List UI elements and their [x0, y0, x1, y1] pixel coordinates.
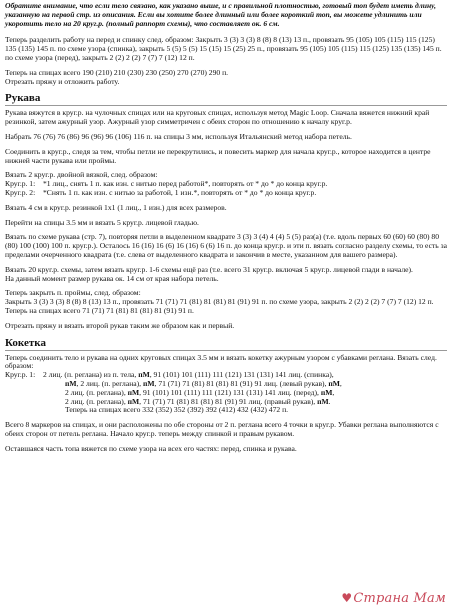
- sleeves-paragraph-11: Закрыть 3 (3) 3 (3) 8 (8) 8 (13) 13 п., провязать 71 (71) 71 (81) 81 (81) 81 (91) 91 п. по схеме узора, закрыть 2 (2) 2 (2) 7 (7) 7 (12) 12 п. Теперь на спицах всего 71 (71) 71 (81) 81 (81) 81 (91) 91 п.: [5, 297, 434, 315]
- yoke-line-text: , 91 (101) 101 (111) 111 (121) 131 (131) 141 лиц. (перед),: [139, 387, 321, 397]
- round-text: *Снять 1 п. как изн. с нитью за работой, 1 изн.*, повторять от * до * до конца круг.р.: [43, 187, 317, 197]
- sleeves-paragraph-9: На данный момент размер рукава ок. 14 см от края набора петель.: [5, 273, 219, 283]
- yoke-line-text: ,: [339, 378, 342, 388]
- split-paragraph-2: Теперь на спицах всего 190 (210) 210 (230) 230 (250) 270 (270) 290 п.: [5, 67, 229, 77]
- yoke-line-text: 2 лиц. (п. реглана),: [65, 387, 128, 397]
- intro-note: Обратите внимание, что если тело связано, как указано выше, и с правильной плотностью, готовый топ будет иметь длину, указанную на первой стр. из описания. Если вы хотите более длинный или более короткий топ, вы можете удлинить или укоротить тело на 20 круг.р. (полный раппорт схемы), что составляет ок. 6 см.: [5, 1, 437, 28]
- yoke-round-1: [5, 371, 447, 415]
- yoke-heading: Кокетка: [5, 337, 447, 351]
- yoke-paragraph-3: Оставшаяся часть топа вяжется по схеме узора на всех его частях: перед, спинка и рукава.: [5, 443, 297, 453]
- sleeves-paragraph-7: Вязать по схеме рукава (стр. 7), повторяя петли в выделенном квадрате 3 (3) 3 (4) 4 (4) 5 (5) раз(а) (т.е. вдоль первых 60 (60) 60 (80) 80 (80) 100 (100) 100 п. круг.р.). Осталось 16 (16) 16 (6) 16 (16) 6 (6) 16 п. до конца круг.р. и эти п. вязать согласно разделу схемы, то есть за пределами очерченного квадрата (т.е. слева от выделенного квадрата и закончив в месте, указанном для вашего размера).: [5, 232, 447, 259]
- sleeves-paragraph-4: Вязать 2 круг.р. двойной вязкой, след. образом:: [5, 170, 158, 180]
- heart-icon: ♥: [341, 591, 353, 605]
- sleeves-paragraph-6: Перейти на спицы 3.5 мм и вязать 5 круг.р. лицевой гладью.: [5, 217, 199, 227]
- sleeves-paragraph-3: Соединить в круг.р., следя за тем, чтобы петли не перекрутились, и повесить маркер для начала круг.р., которое находится в центре нижней части рукава или проймы.: [5, 146, 431, 165]
- round-text: *1 лиц., снять 1 п. как изн. с нитью перед работой*, повторять от * до * до конца круг.р.: [43, 179, 328, 189]
- split-paragraph-1: Теперь разделить работу на перед и спинку след. образом: Закрыть 3 (3) 3 (3) 8 (8) 8 (13) 13 п., провязать 95 (105) 105 (115) 115 (125) 135 (135) 145 п. по схеме узора (спинка), закрыть 5 (5) 5 (5) 15 (15) 15 (25) 25 п., провязать 95 (105) 105 (115) 115 (125) 135 (135) 145 п. по схеме узора (перед), закрыть 2 (2) 2 (2) 7 (7) 7 (12) 12 п.: [5, 35, 442, 62]
- sleeves-paragraph-8: Вязать 20 круг.р. схемы, затем вязать круг.р. 1-6 схемы ещё раз (т.е. всего 31 круг.р. включая 5 круг.р. лицевой глади в начале).: [5, 264, 413, 274]
- marker-text: пМ: [142, 378, 155, 388]
- yoke-line-text: , 71 (71) 71 (81) 81 (81) 81 (91) 91 лиц. (левый рукав),: [154, 378, 329, 388]
- marker-text: пМ: [65, 378, 77, 388]
- yoke-paragraph-2: Всего 8 маркеров на спицах, и они расположены по обе стороны от 2 п. реглана всего 4 точки в круг.р. Убавки реглана выполняются с обеих сторон от петель реглана. Начало круг.р. теперь между спинкой и правым рукавом.: [5, 420, 439, 438]
- yoke-line-text: ,: [332, 387, 335, 397]
- yoke-line-text: , 91 (101) 101 (111) 111 (121) 131 (131) 141 лиц. (спинка),: [149, 370, 334, 380]
- document-page: [5, 2, 447, 459]
- yoke-paragraph-1: Теперь соединить тело и рукава на одних круговых спицах 3.5 мм и вязать кокетку ажурным узором с убавками реглана. Вязать след. образом:: [5, 352, 437, 371]
- yoke-line-text: , 2 лиц. (п. реглана),: [76, 378, 143, 388]
- sleeves-paragraph-2: Набрать 76 (76) 76 (86) 96 (96) 96 (106) 116 п. на спицы 3 мм, используя Итальянский метод набора петель.: [5, 131, 352, 141]
- marker-text: пМ: [328, 378, 340, 388]
- sleeves-paragraph-1: Рукава вяжутся в круг.р. на чулочных спицах или на круговых спицах, используя метод Magic Loop. Сначала вяжется нижний край резинкой, затем ажурный узор. Ажурный узор симметричен с обеих сторон по отношению к началу круг.р.: [5, 108, 430, 127]
- round-label: Круг.р. 1:: [5, 179, 36, 189]
- marker-text: пМ: [320, 387, 333, 397]
- yoke-line-text: 2 лиц. (п. реглана),: [65, 396, 128, 406]
- double-knit-rows: [5, 180, 447, 198]
- site-watermark: [341, 591, 446, 606]
- yoke-line-text: .: [328, 396, 331, 406]
- watermark-text: Страна Мам: [353, 591, 446, 606]
- yoke-line-text: , 71 (71) 71 (81) 81 (81) 81 (91) 91 лиц. (правый рукав),: [139, 396, 318, 406]
- marker-text: пМ: [127, 396, 140, 406]
- sleeves-paragraph-12: Отрезать пряжу и вязать второй рукав таким же образом как и первый.: [5, 320, 235, 330]
- round-label: Круг.р. 1:: [5, 370, 36, 380]
- marker-text: пМ: [317, 396, 329, 406]
- yoke-total-stitches: Теперь на спицах всего 332 (352) 352 (392) 392 (412) 432 (432) 472 п.: [65, 405, 289, 415]
- marker-text: пМ: [127, 387, 140, 397]
- round-label: Круг.р. 2:: [5, 187, 36, 197]
- round-row: [5, 189, 447, 198]
- sleeves-heading: Рукава: [5, 92, 447, 106]
- yoke-line-text: 2 лиц. (п. реглана) из п. тела,: [43, 370, 139, 380]
- sleeves-paragraph-5: Вязать 4 см в круг.р. резинкой 1х1 (1 лиц., 1 изн.) для всех размеров.: [5, 202, 227, 212]
- sleeves-paragraph-10: Теперь закрыть п. проймы, след. образом:: [5, 288, 141, 298]
- split-paragraph-3: Отрезать пряжу и отложить работу.: [5, 76, 120, 86]
- yoke-line: [5, 406, 447, 415]
- marker-text: пМ: [138, 370, 150, 380]
